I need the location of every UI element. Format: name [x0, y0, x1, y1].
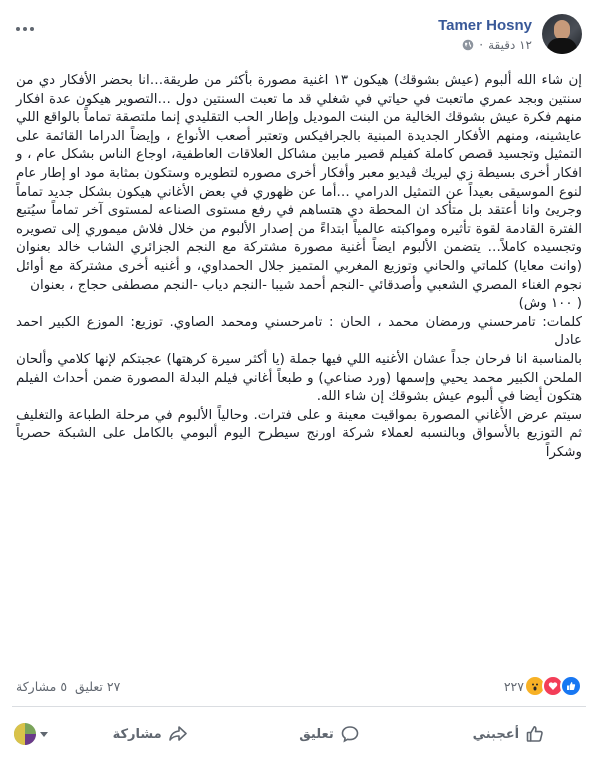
post-paragraph-3: كلمات: تامرحسني ورمضان محمد ، الحان : تامرحسني ومحمد الصاوي. توزيع: الموزع الكبير احمد عادل [11, 314, 582, 349]
reactions-summary[interactable] [504, 675, 582, 697]
divider [12, 706, 586, 707]
reactions-count[interactable]: ٢٢٧ [503, 678, 524, 694]
author-avatar[interactable] [542, 14, 582, 54]
author-name[interactable]: Tamer Hosny [438, 16, 532, 34]
share-label: مشاركة [112, 726, 162, 742]
post-paragraph-1: إن شاء الله ألبوم (عيش بشوقك) هيكون ١٣ اغنية مصورة بأكثر من طريقة…انا بحضر الأفكار دي من سنتين وبجد عمري ماتعبت في حياتي في شغلي قد ما تعبت السنتين دول …التصوير هيكون عدة افكار منهم فكرة عيش بشوقك الخالية من البنت الموديل وإطار الحب التقليدي إنما ملتصقة تماماً بالواقع اللي عايشينه، ومنهم الأفكار الجديدة المبنية بالجرافيكس وتعتبر أصعب الأنواع ، وإيضاً الدراما القائمة على التمثيل وتجسيد قصص كاملة كفيلم قصير مابين مشاكل العلاقات العاطفية، اوجاع الناس بشكل عام ، و افكار أخرى بسيطة زي ليريك ڤيديو معبر وأفكار أخرى مصوره لتطويره وستكون بمثابة مود او إطار عام لنوع الموسيقى بعيداً عن التمثيل الدرامي …أما عن ظهوري في بعض الأغاني هيكون بشكل جديد تماماً وجريئ وانا أعتقد بل متأكد ان المحطة دي هتساهم في رفع مستوى الصناعه لمستوى آخر تماماً سيُتبع الفترة القادمة لقوة تأثيره ومواكبته عالمياً ابتداءً من إصدار الألبوم من خلال فلاش ميموري إلى تصويره وتجسيده كاملاً… يتضمن الألبوم ايضاً أغنية مصورة مشتركة مع النجم الجزائري الشاب خالد بعنوان (وانت معايا) كلماتي والحاني وتوزيع المغربي المتميز جلال الحمداوي، و أغنيه أخرى مشتركة مع أوائل نجوم الغناء المصري الشعبي وأصدقائي -النجم أحمد شيبا -النجم دياب -النجم مصطفى حجاج ، بعنوان [11, 73, 582, 293]
share-icon [169, 726, 187, 742]
engagement-bar [16, 674, 582, 698]
like-icon [560, 675, 582, 697]
author-info [438, 17, 532, 52]
shares-count[interactable]: ٥ مشاركة [16, 678, 68, 694]
share-button[interactable] [60, 717, 239, 751]
comment-icon [341, 725, 359, 743]
reaction-icons [528, 675, 582, 697]
thumbs-up-icon [526, 725, 544, 743]
post-paragraph-2: ( ١٠٠ وش) [518, 296, 582, 312]
like-button[interactable] [419, 717, 598, 751]
post-header [438, 14, 582, 54]
post-body [11, 72, 582, 462]
post-meta [438, 38, 532, 52]
like-label: أعجبني [472, 726, 520, 742]
comment-button[interactable] [239, 717, 418, 751]
action-bar [0, 712, 598, 756]
share-audience-picker[interactable] [0, 723, 60, 745]
globe-icon[interactable] [462, 39, 474, 51]
meta-separator: · [479, 37, 484, 52]
comments-count[interactable]: ٢٧ تعليق [75, 678, 121, 694]
post-paragraph-4: بالمناسبة انا فرحان جداً عشان الأغنيه اللي فيها جملة (يا أكثر سيرة كرهتها) عجبتكم لإنها كلامي وألحان الملحن الكبير محمد يحيي وإسمها (ورد صناعي) و طبعاً أغاني فيلم البدلة المصورة ضمن أحداث الفيلم هتكون أيضا في ألبوم عيش بشوقك إن شاء الله. [11, 351, 582, 405]
more-options-icon[interactable] [16, 22, 38, 36]
post-paragraph-5: سيتم عرض الأغاني المصورة بمواقيت معينة و على فترات. وحالياً الألبوم في مرحلة الطباعة والتغليف ثم التوزيع بالأسواق وبالنسبه لعملاء شركة اورنج سيطرح اليوم ألبومي بالكامل على الشبكة حصرياً وشكراً [11, 407, 582, 460]
post-timestamp[interactable]: ١٢ دقيقة [488, 37, 532, 52]
caret-down-icon [40, 732, 48, 737]
engagement-counts [16, 679, 120, 694]
comment-label: تعليق [299, 726, 334, 742]
viewer-avatar [14, 723, 36, 745]
